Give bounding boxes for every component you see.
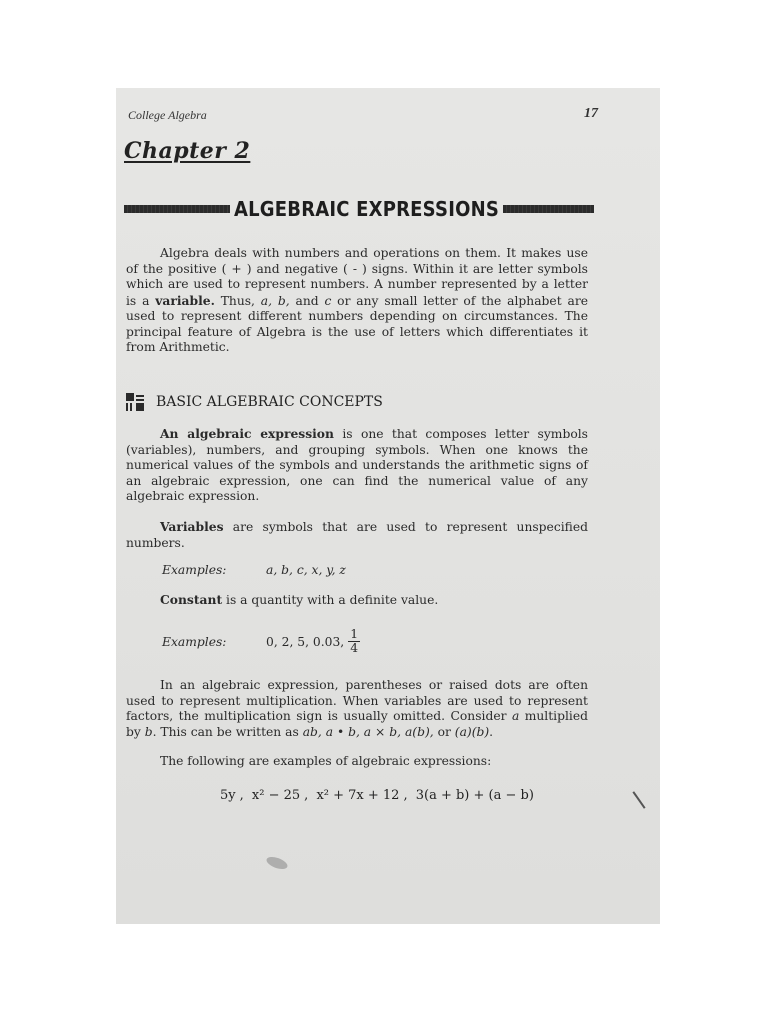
section-title: BASIC ALGEBRAIC CONCEPTS	[156, 394, 383, 410]
expression-examples: 5y , x² − 25 , x² + 7x + 12 , 3(a + b) + (a − b)	[220, 788, 534, 803]
expression-2: x² − 25	[251, 788, 301, 803]
examples-intro-paragraph: The following are examples of algebraic expressions:	[160, 754, 492, 768]
page-number: 17	[584, 106, 598, 121]
chapter-title-row	[124, 198, 594, 220]
title-bar-right	[503, 205, 594, 213]
variables-examples-value: a, b, c, x, y, z	[266, 563, 346, 577]
title-bar-left	[124, 205, 230, 213]
expression-1: 5y	[220, 788, 236, 803]
chapter-title: ALGEBRAIC EXPRESSIONS	[234, 196, 500, 222]
expression-4: 3(a + b) + (a − b)	[415, 788, 534, 803]
constant-examples: Examples: 0, 2, 5, 0.03, $\frac{1}{4}$	[162, 627, 359, 655]
constant-paragraph: Constant is a quantity with a definite value.	[160, 592, 439, 607]
expression-3: x² + 7x + 12	[316, 788, 400, 803]
section-heading	[126, 393, 383, 411]
fraction-one-quarter: $\frac{1}{4}$	[350, 627, 359, 655]
pen-mark	[632, 791, 645, 809]
section-icon	[126, 393, 144, 411]
ink-smudge	[265, 855, 289, 872]
book-page	[116, 88, 660, 924]
intro-paragraph: Algebra deals with numbers and operations on them. It makes use of the positive ( + ) and negative ( - ) signs. Within it are letter symbols which are used to represent numbers. A number represented by a letter is a variable. Thus, a, b, and c or any small letter of the alphabet are used to represent different numbers depending on circumstances. The principal feature of Algebra is the use of letters which differentiates it from Arithmetic.	[126, 246, 588, 354]
variables-paragraph: Variables are symbols that are used to represent unspecified numbers.	[126, 519, 588, 550]
running-head: College Algebra	[128, 108, 207, 122]
algebraic-expression-paragraph: An algebraic expression is one that composes letter symbols (variables), numbers, and grouping symbols. When one knows the numerical values of the symbols and understands the arithmetic signs of an algebraic expression, one can find the numerical value of any algebraic expression.	[126, 426, 588, 503]
multiplication-paragraph: In an algebraic expression, parentheses or raised dots are often used to represent multiplication. When variables are used to represent factors, the multiplication sign is usually omitted. Consider a multiplied by b. This can be written as ab, a • b, a × b, a(b), or (a)(b).	[126, 678, 588, 739]
constant-examples-value: 0, 2, 5, 0.03,	[266, 634, 345, 649]
chapter-heading: Chapter 2	[124, 138, 251, 164]
variables-examples: Examples: a, b, c, x, y, z	[162, 563, 346, 577]
